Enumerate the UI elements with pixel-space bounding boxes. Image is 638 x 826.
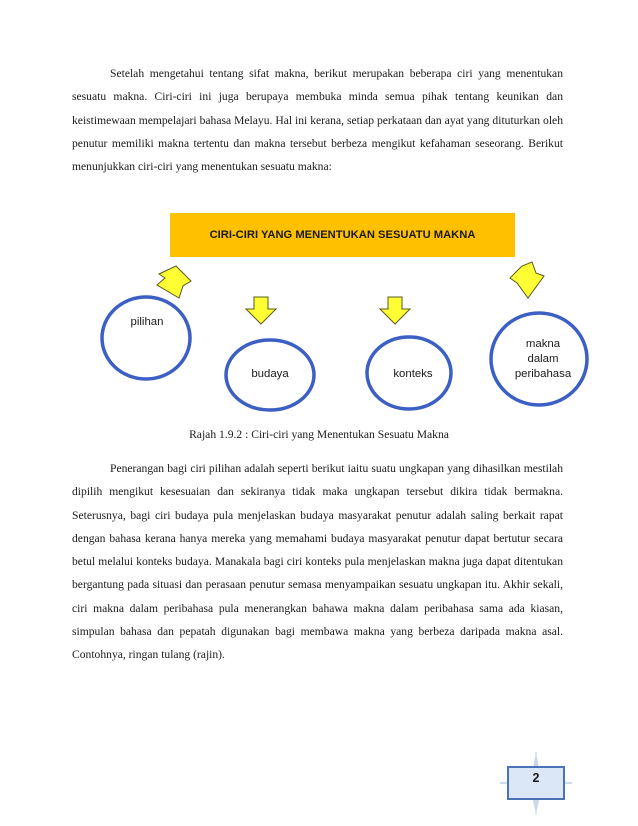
diagram-title-box <box>170 213 515 257</box>
label-peribahasa-line-1: makna <box>525 338 561 350</box>
label-peribahasa-line-3: peribahasa <box>514 368 572 380</box>
label-konteks: konteks <box>393 368 433 380</box>
page-number: 2 <box>532 771 540 785</box>
intro-paragraph: Setelah mengetahui tentang sifat makna, berikut merupakan beberapa ciri yang menentukan sesuatu makna. Ciri-ciri ini juga berupaya membuka minda semua pihak tentang keunikan dan keistimewaan mempelajari bahasa Melayu. Hal ini kerana, setiap perkataan dan ayat yang dituturkan oleh penutur memiliki makna tertentu dan makna tersebut berbeza mengikut kefahaman seseorang. Berikut menunjukkan ciri-ciri yang menentukan sesuatu makna: <box>72 67 563 174</box>
arrow-icon-konteks <box>380 297 410 324</box>
label-budaya: budaya <box>251 368 289 380</box>
arrow-icon-pilihan <box>157 266 191 298</box>
diagram-title: CIRI-CIRI YANG MENENTUKAN SESUATU MAKNA <box>209 229 476 241</box>
arrow-icon-peribahasa <box>510 262 544 298</box>
explanation-paragraph: Penerangan bagi ciri pilihan adalah seperti berikut iaitu suatu ungkapan yang dihasilkan mestilah dipilih mengikut kesesuaian dan sekiranya tidak maka ungkapan tersebut dikira tidak bermakna. Seterusnya, bagi ciri budaya pula menjelaskan budaya masyarakat penutur adalah saling berkait rapat dengan bahasa kerana hanya mereka yang memahami budaya masyarakat penutur dapat bertutur secara betul melalui konteks budaya. Manakala bagi ciri konteks pula menjelaskan makna juga dapat ditentukan bergantung pada situasi dan perasaan penutur semasa menyampaikan sesuatu ungkapan itu. Akhir sekali, ciri makna dalam peribahasa pula menerangkan bahawa makna dalam peribahasa sama ada kiasan, simpulan bahasa dan pepatah digunakan bagi membawa makna yang berbeza daripada makna asal. Contohnya, ringan tulang (rajin). <box>72 462 563 662</box>
label-peribahasa-line-2: dalam <box>527 353 559 365</box>
page-number-box <box>507 766 565 800</box>
figure-caption: Rajah 1.9.2 : Ciri-ciri yang Menentukan Sesuatu Makna <box>189 428 449 441</box>
arrow-icon-budaya <box>246 297 276 324</box>
label-peribahasa <box>505 337 581 382</box>
oval-pilihan <box>102 297 190 379</box>
label-pilihan: pilihan <box>130 316 164 328</box>
